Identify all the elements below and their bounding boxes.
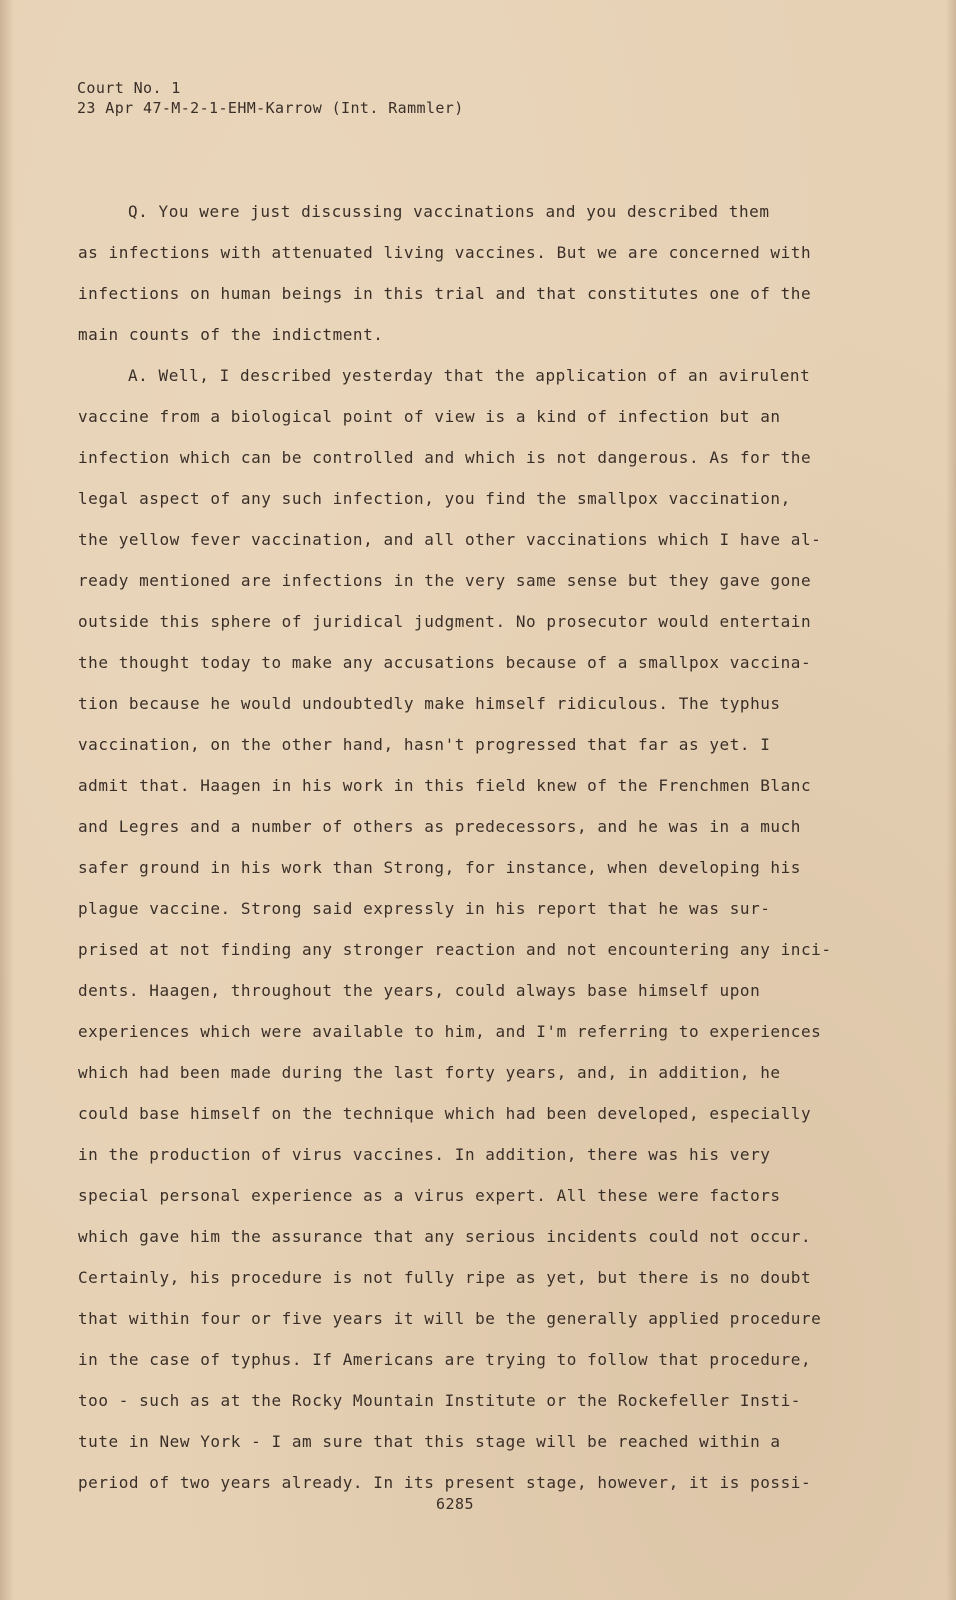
text-line: the yellow fever vaccination, and all other vaccinations which I have al-: [78, 530, 822, 549]
text-line: Q. You were just discussing vaccinations and you described them: [128, 202, 770, 221]
text-line: main counts of the indictment.: [78, 325, 384, 344]
page-edge-shadow-right: [946, 0, 956, 1600]
text-line: vaccine from a biological point of view is a kind of infection but an: [78, 407, 781, 426]
transcript-body: [78, 198, 838, 1510]
text-line: and Legres and a number of others as predecessors, and he was in a much: [78, 817, 801, 836]
text-line: infection which can be controlled and which is not dangerous. As for the: [78, 448, 812, 467]
text-line: special personal experience as a virus expert. All these were factors: [78, 1186, 781, 1205]
text-line: A. Well, I described yesterday that the application of an avirulent: [128, 366, 811, 385]
text-line: the thought today to make any accusations because of a smallpox vaccina-: [78, 653, 812, 672]
text-line: vaccination, on the other hand, hasn't progressed that far as yet. I: [78, 735, 771, 754]
text-line: safer ground in his work than Strong, for instance, when developing his: [78, 858, 801, 877]
text-line: which had been made during the last forty years, and, in addition, he: [78, 1063, 781, 1082]
text-line: tute in New York - I am sure that this stage will be reached within a: [78, 1432, 781, 1451]
text-line: admit that. Haagen in his work in this field knew of the Frenchmen Blanc: [78, 776, 812, 795]
text-line: in the case of typhus. If Americans are trying to follow that procedure,: [78, 1350, 812, 1369]
text-line: too - such as at the Rocky Mountain Institute or the Rockefeller Insti-: [78, 1391, 801, 1410]
session-reference: 23 Apr 47-M-2-1-EHM-Karrow (Int. Rammler): [77, 99, 464, 117]
text-line: Certainly, his procedure is not fully ripe as yet, but there is no doubt: [78, 1268, 812, 1287]
page-edge-shadow-left: [0, 0, 14, 1600]
text-line: ready mentioned are infections in the very same sense but they gave gone: [78, 571, 812, 590]
court-number: Court No. 1: [77, 79, 181, 97]
text-line: outside this sphere of juridical judgment. No prosecutor would entertain: [78, 612, 812, 631]
text-line: prised at not finding any stronger reaction and not encountering any inci-: [78, 940, 832, 959]
text-line: dents. Haagen, throughout the years, could always base himself upon: [78, 981, 761, 1000]
text-line: in the production of virus vaccines. In addition, there was his very: [78, 1145, 771, 1164]
text-line: could base himself on the technique which had been developed, especially: [78, 1104, 812, 1123]
text-line: infections on human beings in this trial and that constitutes one of the: [78, 284, 812, 303]
text-line: that within four or five years it will be the generally applied procedure: [78, 1309, 822, 1328]
page-number: 6285: [435, 1495, 475, 1513]
document-header: [77, 78, 464, 118]
text-line: which gave him the assurance that any serious incidents could not occur.: [78, 1227, 812, 1246]
text-line: plague vaccine. Strong said expressly in his report that he was sur-: [78, 899, 771, 918]
text-line: tion because he would undoubtedly make himself ridiculous. The typhus: [78, 694, 781, 713]
text-line: legal aspect of any such infection, you find the smallpox vaccination,: [78, 489, 791, 508]
text-line: period of two years already. In its present stage, however, it is possi-: [78, 1473, 812, 1492]
text-line: as infections with attenuated living vaccines. But we are concerned with: [78, 243, 812, 262]
text-line: experiences which were available to him, and I'm referring to experiences: [78, 1022, 822, 1041]
